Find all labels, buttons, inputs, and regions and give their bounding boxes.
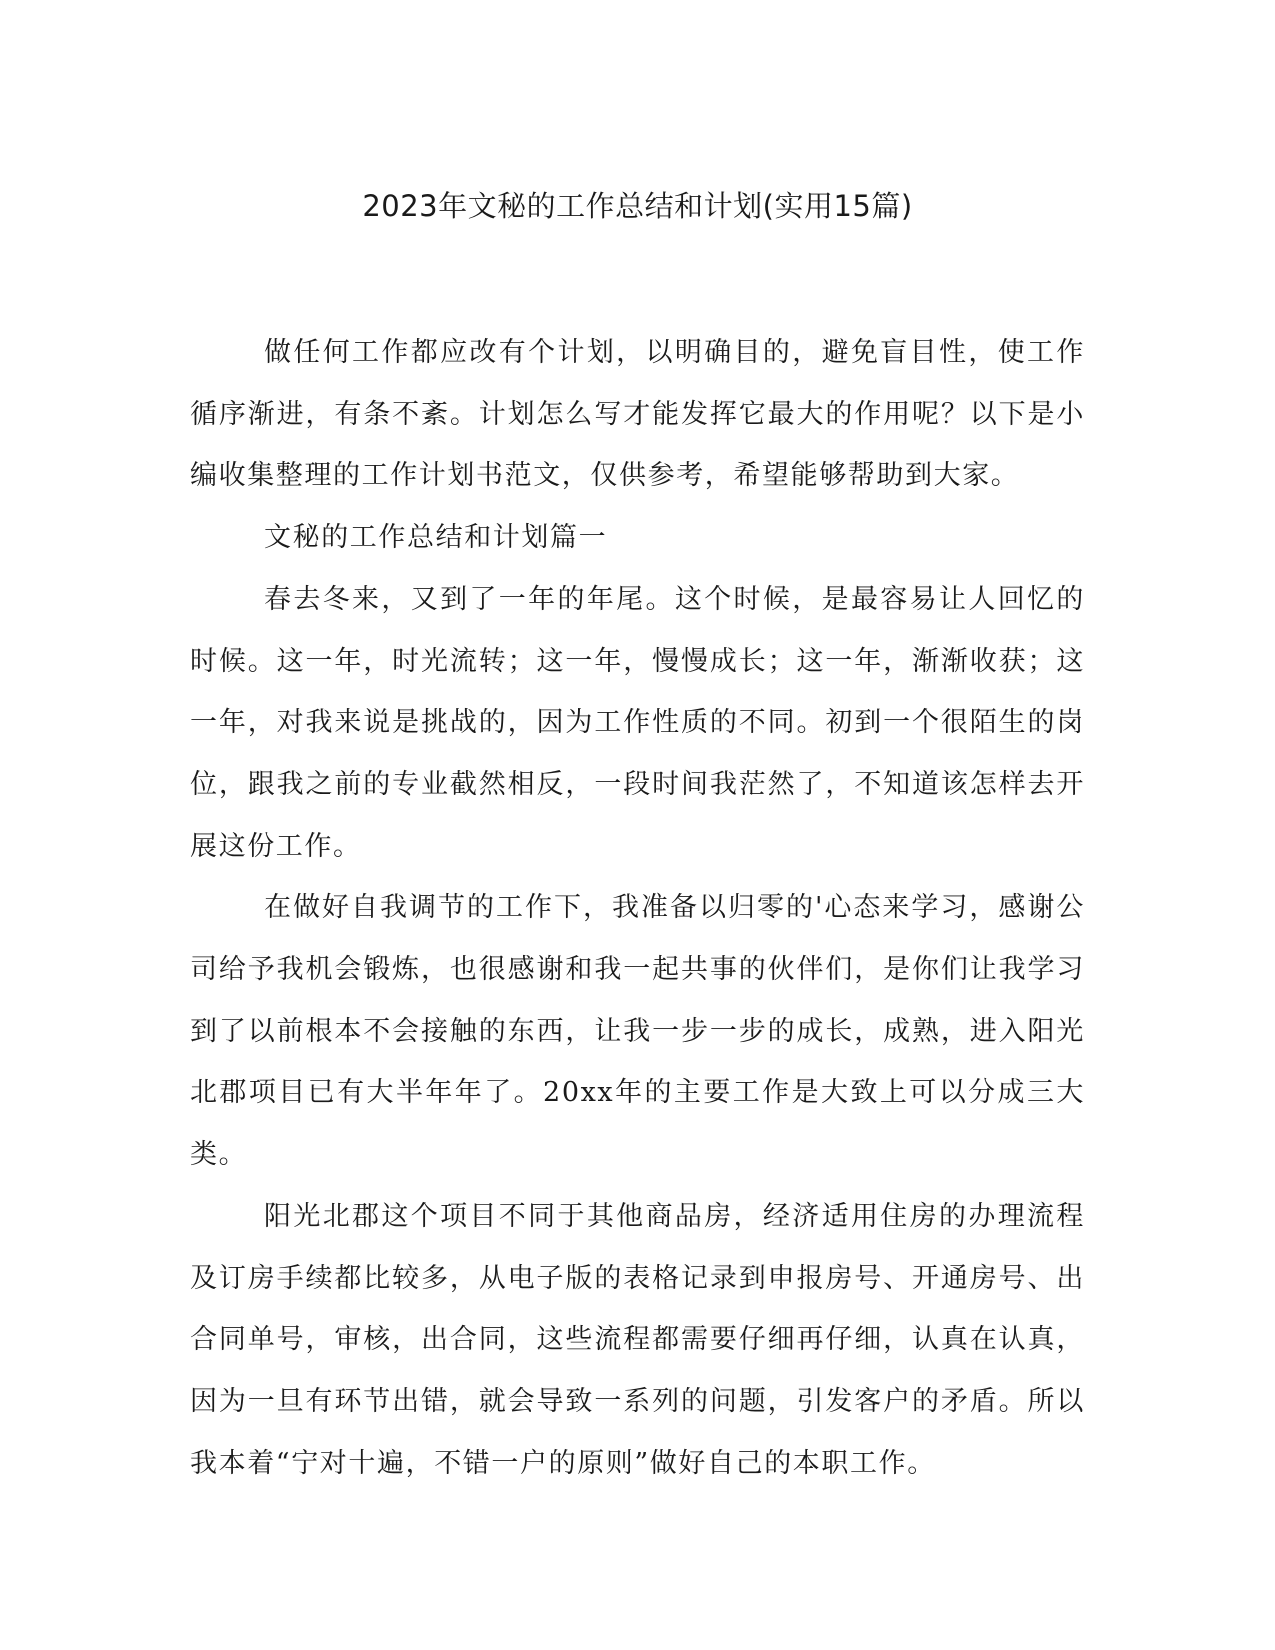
intro-paragraph: 做任何工作都应改有个计划，以明确目的，避免盲目性，使工作循序渐进，有条不紊。计划怎么写才能发挥它最大的作用呢？以下是小编收集整理的工作计划书范文，仅供参考，希望能够帮助到大家。 xyxy=(190,337,1085,492)
body-paragraph-2: 在做好自我调节的工作下，我准备以归零的'心态来学习，感谢公司给予我机会锻炼，也很感谢和我一起共事的伙伴们，是你们让我学习到了以前根本不会接触的东西，让我一步一步的成长，成熟，进入阳光北郡项目已有大半年年了。20xx年的主要工作是大致上可以分成三大类。 xyxy=(190,892,1085,1171)
body-paragraph-3: 阳光北郡这个项目不同于其他商品房，经济适用住房的办理流程及订房手续都比较多，从电子版的表格记录到申报房号、开通房号、出合同单号，审核，出合同，这些流程都需要仔细再仔细，认真在认真，因为一旦有环节出错，就会导致一系列的问题，引发客户的矛盾。所以我本着“宁对十遍，不错一户的原则”做好自己的本职工作。 xyxy=(190,1200,1085,1479)
body-paragraph-1: 春去冬来，又到了一年的年尾。这个时候，是最容易让人回忆的时候。这一年，时光流转；这一年，慢慢成长；这一年，渐渐收获；这一年，对我来说是挑战的，因为工作性质的不同。初到一个很陌生的岗位，跟我之前的专业截然相反，一段时间我茫然了，不知道该怎样去开展这份工作。 xyxy=(190,583,1085,862)
section-heading: 文秘的工作总结和计划篇一 xyxy=(264,522,608,554)
document-title: 2023年文秘的工作总结和计划(实用15篇) xyxy=(362,189,913,223)
document-body xyxy=(190,322,1085,1494)
